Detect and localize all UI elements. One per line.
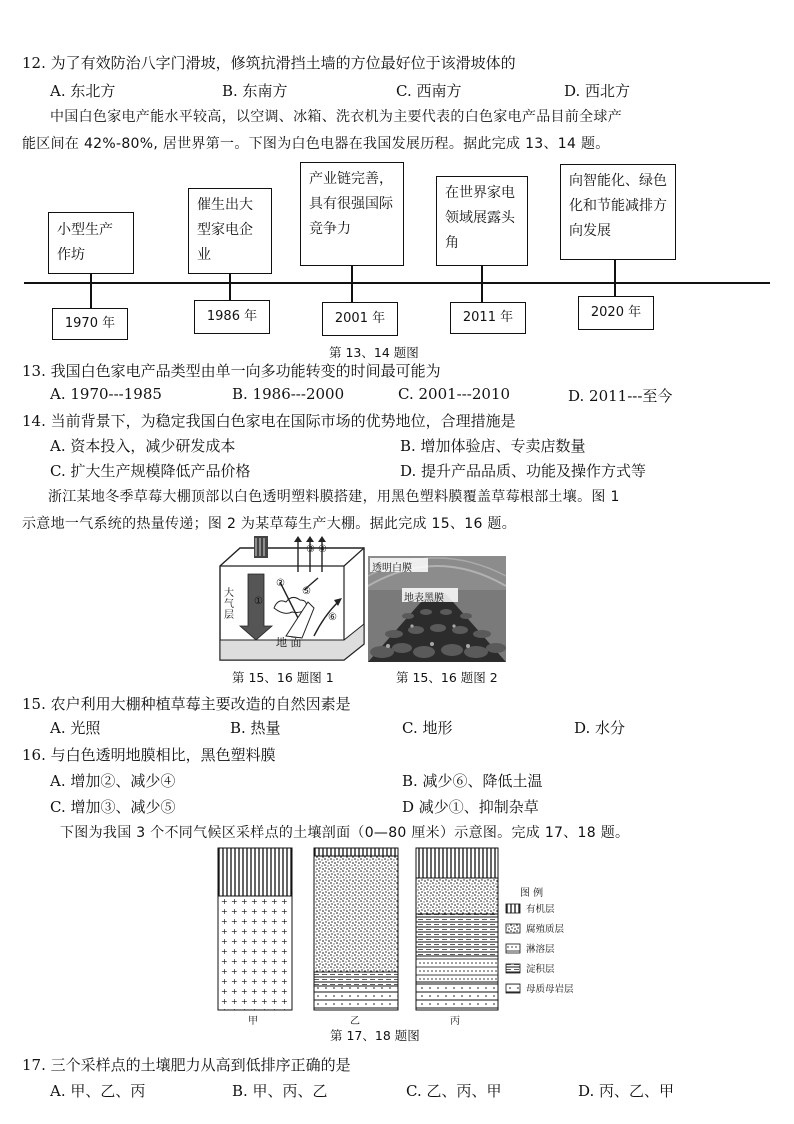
- timeline-connector-5: [614, 260, 616, 296]
- q16-option-c: C. 增加③、减少⑤: [50, 798, 176, 816]
- fig1-marker-2: ②: [276, 578, 285, 589]
- intro-15-16-line2: 示意地一气系统的热量传递；图 2 为某草莓生产大棚。据此完成 15、16 题。: [22, 516, 517, 532]
- q12-stem: 12. 为了有效防治八字门滑坡，修筑抗滑挡土墙的方位最好位于该滑坡体的: [22, 54, 516, 72]
- q16-option-a: A. 增加②、减少④: [50, 772, 176, 790]
- q13-option-b: B. 1986---2000: [232, 385, 345, 403]
- q14-option-b: B. 增加体验店、专卖店数量: [400, 437, 586, 455]
- q17-option-c: C. 乙、丙、甲: [406, 1082, 502, 1100]
- q14-option-c: C. 扩大生产规模降低产品价格: [50, 462, 251, 480]
- q13-option-d: D. 2011---至今: [568, 387, 673, 405]
- soil-legend-eluvial: 淋溶层: [526, 944, 555, 955]
- intro-13-14-line2: 能区间在 42%-80%, 居世界第一。下图为白色电器在我国发展历程。据此完成 13、14 题。: [22, 136, 610, 152]
- soil-column-label-yi: 乙: [350, 1016, 360, 1027]
- q17-option-a: A. 甲、乙、丙: [50, 1082, 146, 1100]
- soil-legend-illuvial: 淀积层: [526, 964, 555, 975]
- q17-option-d: D. 丙、乙、甲: [578, 1082, 675, 1100]
- fig1-ground-label: 地 面: [276, 636, 302, 649]
- q15-option-b: B. 热量: [230, 719, 281, 737]
- q13-option-c: C. 2001---2010: [398, 385, 511, 403]
- soil-legend-title: 图 例: [520, 888, 544, 899]
- q14-stem: 14. 当前背景下，为稳定我国白色家电在国际市场的优势地位，合理措施是: [22, 412, 516, 430]
- timeline-year-2: 1986 年: [194, 300, 270, 334]
- q15-option-c: C. 地形: [402, 719, 453, 737]
- timeline-event-5: 向智能化、绿色化和节能减排方向发展: [560, 164, 676, 260]
- timeline-connector-1: [90, 274, 92, 308]
- q17-stem: 17. 三个采样点的土壤肥力从高到低排序正确的是: [22, 1056, 351, 1074]
- q16-option-b: B. 减少⑥、降低土温: [402, 772, 543, 790]
- soil-column-label-jia: 甲: [248, 1016, 258, 1027]
- soil-legend-organic: 有机层: [526, 904, 555, 915]
- q15-option-d: D. 水分: [574, 719, 626, 737]
- timeline-year-3: 2001 年: [322, 302, 398, 336]
- fig1-marker-3: ③: [306, 544, 315, 555]
- timeline-connector-3: [351, 266, 353, 302]
- timeline-connector-2: [229, 274, 231, 300]
- fig1-marker-6: ⑥: [328, 612, 337, 623]
- fig1-marker-5: ⑤: [302, 586, 311, 597]
- q16-option-d: D 减少①、抑制杂草: [402, 798, 539, 816]
- q15-option-a: A. 光照: [50, 719, 101, 737]
- soil-caption: 第 17、18 题图: [330, 1028, 420, 1043]
- fig1-atmosphere-label: 大气层: [224, 588, 234, 621]
- timeline-event-3: 产业链完善，具有很强国际竞争力: [300, 162, 404, 266]
- q13-option-a: A. 1970---1985: [50, 385, 162, 403]
- fig1-marker-1: ①: [254, 596, 263, 607]
- q12-option-b: B. 东南方: [222, 82, 288, 100]
- q13-stem: 13. 我国白色家电产品类型由单一向多功能转变的时间最可能为: [22, 362, 441, 380]
- timeline-year-1: 1970 年: [52, 308, 128, 340]
- soil-legend-humus: 腐殖质层: [526, 924, 565, 935]
- q12-option-c: C. 西南方: [396, 82, 462, 100]
- timeline-connector-4: [481, 266, 483, 302]
- timeline-year-5: 2020 年: [578, 296, 654, 330]
- q16-stem: 16. 与白色透明地膜相比，黑色塑料膜: [22, 746, 276, 764]
- q15-stem: 15. 农户利用大棚种植草莓主要改造的自然因素是: [22, 695, 351, 713]
- fig1-marker-4: ④: [318, 544, 327, 555]
- intro-15-16-line1: 浙江某地冬季草莓大棚顶部以白色透明塑料膜搭建，用黑色塑料膜覆盖草莓根部土壤。图 1: [48, 489, 620, 505]
- soil-legend-parent: 母质母岩层: [526, 984, 574, 995]
- fig2-black-film-label: 地表黑膜: [404, 593, 444, 604]
- fig2-white-film-label: 透明白膜: [372, 563, 412, 574]
- q14-option-d: D. 提升产品品质、功能及操作方式等: [400, 462, 647, 480]
- fig2-caption: 第 15、16 题图 2: [396, 670, 498, 685]
- timeline-year-4: 2011 年: [450, 302, 526, 334]
- intro-17-18-line1: 下图为我国 3 个不同气候区采样点的土壤剖面（0—80 厘米）示意图。完成 17、18 题。: [60, 825, 630, 841]
- fig1-caption: 第 15、16 题图 1: [232, 670, 334, 685]
- timeline-caption: 第 13、14 题图: [329, 345, 419, 360]
- timeline-event-4: 在世界家电领域展露头角: [436, 176, 528, 266]
- timeline-event-1: 小型生产作坊: [48, 212, 134, 274]
- intro-13-14-line1: 中国白色家电产能水平较高，以空调、冰箱、洗衣机为主要代表的白色家电产品目前全球产: [50, 109, 622, 125]
- timeline-event-2: 催生出大型家电企业: [188, 188, 272, 274]
- timeline-axis: [24, 282, 770, 284]
- soil-column-label-bing: 丙: [450, 1016, 460, 1027]
- q12-option-d: D. 西北方: [564, 82, 631, 100]
- q14-option-a: A. 资本投入，减少研发成本: [50, 437, 236, 455]
- q12-option-a: A. 东北方: [50, 82, 116, 100]
- q17-option-b: B. 甲、丙、乙: [232, 1082, 328, 1100]
